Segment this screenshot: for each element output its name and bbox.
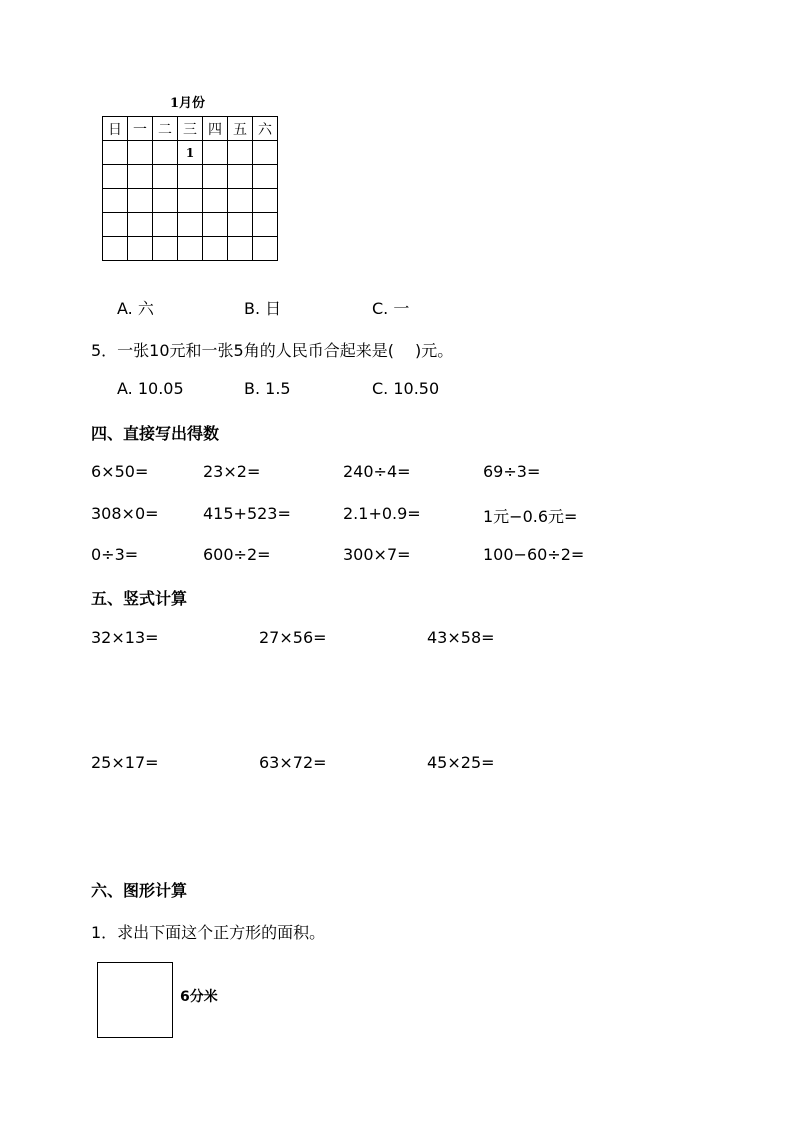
calc-item: 600÷2= [203, 545, 271, 564]
weekday-cell: 日 [103, 117, 128, 141]
calc-item: 2.1+0.9= [343, 504, 421, 523]
calendar-week-row [103, 141, 278, 165]
vertical-calc-item: 63×72= [259, 753, 327, 772]
calc-item: 308×0= [91, 504, 159, 523]
vertical-calc-item: 32×13= [91, 628, 159, 647]
calendar-title: 1月份 [170, 96, 206, 111]
q5-option-b: B. 1.5 [244, 379, 291, 398]
calc-item: 6×50= [91, 462, 149, 481]
q5-option-a: A. 10.05 [117, 379, 184, 398]
calc-item: 415+523= [203, 504, 291, 523]
day-cell-first: 1 [178, 141, 203, 165]
square-side-label: 6分米 [180, 989, 218, 1005]
weekday-cell: 四 [203, 117, 228, 141]
weekday-cell: 六 [253, 117, 278, 141]
weekday-cell: 三 [178, 117, 203, 141]
q5-question: 5．一张10元和一张5角的人民币合起来是( )元。 [91, 341, 454, 360]
calc-item: 240÷4= [343, 462, 411, 481]
day-cell [228, 141, 253, 165]
section6-question-1: 1．求出下面这个正方形的面积。 [91, 923, 326, 942]
q4-option-c: C. 一 [372, 299, 410, 318]
calendar-week-row [103, 165, 278, 189]
calc-item: 0÷3= [91, 545, 139, 564]
vertical-calc-item: 25×17= [91, 753, 159, 772]
calendar-week-row [103, 189, 278, 213]
vertical-calc-item: 27×56= [259, 628, 327, 647]
calc-item: 300×7= [343, 545, 411, 564]
calc-item: 100−60÷2= [483, 545, 585, 564]
q4-option-b: B. 日 [244, 299, 282, 318]
calendar-week-row [103, 213, 278, 237]
square-figure [97, 962, 173, 1038]
vertical-calc-item: 45×25= [427, 753, 495, 772]
day-cell [203, 141, 228, 165]
day-cell [128, 141, 153, 165]
weekday-cell: 二 [153, 117, 178, 141]
calc-item: 23×2= [203, 462, 261, 481]
day-cell [253, 141, 278, 165]
calc-item: 69÷3= [483, 462, 541, 481]
calendar-week-row [103, 237, 278, 261]
q5-option-c: C. 10.50 [372, 379, 440, 398]
calendar-table [102, 116, 278, 261]
day-cell [103, 141, 128, 165]
q4-option-a: A. 六 [117, 299, 154, 318]
calc-item: 1元−0.6元= [483, 507, 578, 526]
calendar-header-row [103, 117, 278, 141]
vertical-calc-item: 43×58= [427, 628, 495, 647]
section5-title: 五、竖式计算 [91, 589, 188, 608]
weekday-cell: 一 [128, 117, 153, 141]
weekday-cell: 五 [228, 117, 253, 141]
section4-title: 四、直接写出得数 [91, 424, 220, 443]
section6-title: 六、图形计算 [91, 881, 188, 900]
day-cell [153, 141, 178, 165]
